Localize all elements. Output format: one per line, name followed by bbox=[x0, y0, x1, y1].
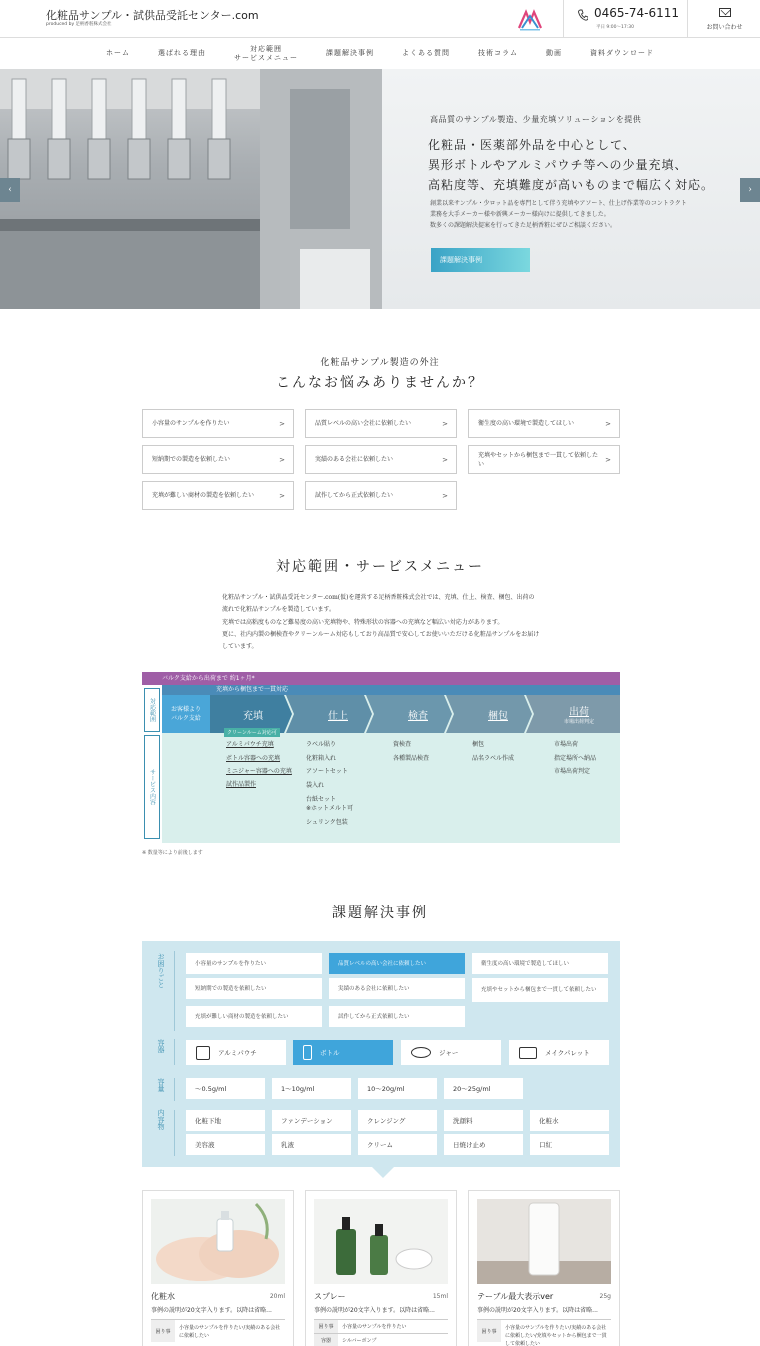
worry-label: 小容量のサンプルを作りたい bbox=[152, 420, 230, 427]
worries-title: こんなお悩みありませんか？ bbox=[276, 375, 484, 391]
nav-download[interactable]: 資料ダウンロード bbox=[589, 49, 654, 58]
flow-cell-finishing bbox=[306, 738, 353, 830]
pouch-icon bbox=[196, 1046, 210, 1060]
attr-key: 困り事 bbox=[151, 1320, 175, 1342]
hero-lead: 高品質のサンプル製造、少量充填ソリューションを提供 bbox=[430, 115, 642, 124]
contact-button[interactable] bbox=[687, 0, 760, 38]
worry-item[interactable] bbox=[468, 409, 620, 438]
flow-lead-time: バルク支給から出荷まで 約1ヶ月* bbox=[142, 672, 620, 685]
filter-content-option[interactable]: 洗顔料 bbox=[444, 1110, 523, 1131]
palette-icon bbox=[519, 1047, 537, 1059]
chevron-right-icon: > bbox=[605, 456, 611, 464]
filter-trouble-option[interactable]: 品質レベルの高い会社に依頼したい bbox=[329, 953, 465, 974]
filter-label-trouble: お困りごと bbox=[157, 953, 165, 988]
service-item: 資検査 bbox=[393, 741, 412, 748]
service-item: 梱包 bbox=[472, 741, 485, 748]
filter-content-option[interactable]: 乳液 bbox=[272, 1134, 351, 1155]
nav-service[interactable]: 対応範囲 サービスメニュー bbox=[234, 45, 299, 62]
case-name: テーブル最大表示ver bbox=[477, 1292, 554, 1301]
site-title[interactable]: 化粧品サンプル・試供品受託センター.com bbox=[46, 9, 259, 22]
case-name: スプレー bbox=[314, 1292, 346, 1301]
filter-volume-option[interactable]: 1〜10g/ml bbox=[272, 1078, 351, 1099]
filter-label-content: 内容物 bbox=[157, 1109, 165, 1130]
worry-label: 品質レベルの高い会社に依頼したい bbox=[315, 420, 412, 427]
flow-cell-filling bbox=[226, 738, 292, 792]
hero-photo-filling-machine bbox=[0, 69, 382, 309]
attr-value: 小容量のサンプルを作りたい bbox=[342, 1324, 407, 1330]
chevron-right-icon: > bbox=[442, 456, 448, 464]
phone-block[interactable] bbox=[563, 0, 687, 38]
worries-subtitle: 化粧品サンプル製造の外注 bbox=[320, 358, 440, 368]
worry-label: 衛生度の高い環境で製造してほしい bbox=[478, 420, 575, 427]
filter-container-option[interactable] bbox=[509, 1040, 609, 1065]
service-flow-diagram bbox=[142, 672, 620, 843]
phone-icon bbox=[578, 9, 588, 21]
filter-trouble-option[interactable]: 充填やセットから梱包まで一貫して依頼したい bbox=[472, 978, 608, 1002]
jar-icon bbox=[411, 1047, 431, 1058]
filter-content-option[interactable]: クリーム bbox=[358, 1134, 437, 1155]
service-link[interactable]: ミニジャー容器への充填 bbox=[226, 768, 292, 775]
bottle-icon bbox=[303, 1045, 312, 1060]
case-name: 化粧水 bbox=[151, 1292, 175, 1301]
step-sub: 市場出荷判定 bbox=[563, 719, 594, 725]
filter-container-option[interactable] bbox=[293, 1040, 393, 1065]
filter-label-container: 容器 bbox=[157, 1039, 165, 1053]
filter-divider bbox=[174, 951, 175, 1031]
chevron-right-icon: > bbox=[279, 492, 285, 500]
case-image-spray-bottles bbox=[314, 1199, 448, 1284]
filter-trouble-option[interactable]: 小容量のサンプルを作りたい bbox=[186, 953, 322, 974]
worry-item[interactable] bbox=[305, 481, 457, 510]
cleanroom-badge: クリーンルーム対応可 bbox=[224, 728, 280, 737]
filter-content-option[interactable]: 化粧水 bbox=[530, 1110, 609, 1131]
step-name: 検査 bbox=[408, 710, 428, 722]
hero-body: 創業以来サンプル・少ロット品を専門として伴う充填やアソート、仕上げ作業等のコントラクト 業務を大手メーカー様や新興メーカー様向けに提供してきました。 数多くの課題解決提案を行ってきた足柄香粧にぜひご相談ください。 bbox=[430, 200, 687, 229]
filter-container-option[interactable] bbox=[401, 1040, 501, 1065]
hero-cases-button[interactable]: 課題解決事例 bbox=[431, 248, 530, 272]
chevron-right-icon: > bbox=[442, 492, 448, 500]
flow-side bbox=[142, 685, 162, 843]
service-item: 台紙セット ※ホットメルト可 bbox=[306, 796, 353, 812]
filter-content-option[interactable]: 口紅 bbox=[530, 1134, 609, 1155]
step-name: 仕上 bbox=[328, 710, 348, 722]
filter-trouble-option[interactable]: 試作してから正式依頼したい bbox=[329, 1006, 465, 1027]
flow-label-range: 対応範囲 bbox=[144, 688, 160, 732]
flow-cell-shipping bbox=[554, 738, 596, 779]
filter-container-option[interactable] bbox=[186, 1040, 286, 1065]
contact-label: お問い合わせ bbox=[706, 24, 743, 31]
flow-cell-inspection bbox=[393, 738, 429, 765]
flow-customer: お客様より バルク支給 bbox=[162, 695, 210, 733]
worry-item[interactable] bbox=[142, 409, 294, 438]
nav-video[interactable]: 動画 bbox=[545, 49, 562, 58]
filter-trouble-option[interactable]: 充填が難しい商材の製造を依頼したい bbox=[186, 1006, 322, 1027]
worry-item[interactable] bbox=[305, 409, 457, 438]
site-header bbox=[0, 0, 760, 38]
filter-volume-option[interactable]: 10〜20g/ml bbox=[358, 1078, 437, 1099]
filter-content-option[interactable]: クレンジング bbox=[358, 1110, 437, 1131]
nav-column[interactable]: 技術コラム bbox=[478, 49, 518, 58]
service-link[interactable]: アルミパウチ充填 bbox=[226, 741, 274, 748]
filter-content-option[interactable]: 美容液 bbox=[186, 1134, 265, 1155]
service-item: 各種製品検査 bbox=[393, 754, 430, 762]
flow-step-shipping[interactable] bbox=[538, 695, 620, 733]
filter-label-volume: 容量 bbox=[157, 1078, 165, 1092]
filter-trouble-option[interactable]: 衛生度の高い環境で製造してほしい bbox=[472, 953, 608, 974]
slider-prev-arrow[interactable]: ‹ bbox=[0, 178, 20, 202]
option-label: メイクパレット bbox=[545, 1049, 590, 1057]
service-link[interactable]: 試作品製作 bbox=[226, 781, 257, 788]
produced-by: produced by 足柄香粧株式会社 bbox=[46, 22, 112, 27]
slider-next-arrow[interactable]: › bbox=[740, 178, 760, 202]
case-description: 事例の説明が20文字入ります。以降は省略... bbox=[151, 1307, 272, 1314]
nav-reasons[interactable]: 選ばれる理由 bbox=[158, 49, 207, 58]
flow-consistent-bar: 充填から梱包まで一貫対応 bbox=[162, 685, 620, 695]
service-item: 化粧箱入れ bbox=[306, 754, 337, 762]
filter-volume-option[interactable]: 20〜25g/ml bbox=[444, 1078, 523, 1099]
case-attr-row bbox=[314, 1319, 448, 1330]
attr-key: 困り事 bbox=[477, 1320, 501, 1342]
flow-step-packing[interactable] bbox=[460, 695, 536, 733]
case-size: 15ml bbox=[432, 1293, 448, 1300]
nav-cases[interactable]: 課題解決事例 bbox=[326, 49, 375, 58]
worry-label: 試作してから正式依頼したい bbox=[315, 492, 394, 499]
step-name: 充填 bbox=[243, 710, 263, 722]
worry-label: 充填が難しい商材の製造を依頼したい bbox=[152, 492, 255, 499]
worry-label: 実績のある会社に依頼したい bbox=[315, 456, 394, 463]
chevron-right-icon: > bbox=[605, 420, 611, 428]
filter-content-option[interactable]: 化粧下地 bbox=[186, 1110, 265, 1131]
hero-title: 化粧品・医薬部外品を中心として、 異形ボトルやアルミパウチ等への少量充填、 高粘度等、充填難度が高いものまで幅広く対応。 bbox=[428, 138, 715, 192]
filter-divider bbox=[174, 1039, 175, 1065]
attr-key: 容器 bbox=[314, 1334, 338, 1346]
flow-step-inspection[interactable] bbox=[380, 695, 456, 733]
flow-step-finishing[interactable] bbox=[300, 695, 376, 733]
chevron-right-icon: > bbox=[279, 456, 285, 464]
main-nav bbox=[0, 38, 760, 69]
case-description: 事例の説明が20文字入ります。以降は省略... bbox=[314, 1307, 435, 1314]
filter-divider bbox=[174, 1110, 175, 1156]
service-item: ラベル貼り bbox=[306, 741, 337, 748]
brand-logo[interactable] bbox=[516, 6, 544, 32]
phone-number[interactable]: 0465-74-6111 bbox=[594, 6, 680, 20]
flow-cell-packing bbox=[472, 738, 514, 765]
case-filter-panel bbox=[142, 941, 620, 1167]
cases-title: 課題解決事例 bbox=[332, 905, 428, 921]
filter-content-option[interactable]: 日焼け止め bbox=[444, 1134, 523, 1155]
attr-key: 困り事 bbox=[314, 1320, 338, 1333]
service-item: 指定場所へ納品 bbox=[554, 754, 597, 762]
service-item: 品名ラベル作成 bbox=[472, 754, 515, 762]
flow-note: ※ 数量等により前後します bbox=[142, 850, 203, 856]
step-name: 梱包 bbox=[488, 710, 508, 722]
attr-value: 小容量のサンプルを作りたい/実績のある会社に依頼したい bbox=[179, 1325, 281, 1339]
machine-illustration bbox=[0, 69, 382, 309]
option-label: ボトル bbox=[320, 1049, 340, 1057]
worry-item[interactable] bbox=[468, 445, 620, 474]
hero-slider bbox=[0, 69, 760, 309]
service-title: 対応範囲・サービスメニュー bbox=[276, 559, 484, 575]
filter-volume-option[interactable]: 〜0.5g/ml bbox=[186, 1078, 265, 1099]
service-item: シュリンク包装 bbox=[306, 819, 348, 826]
case-image-tube bbox=[477, 1199, 611, 1284]
filter-pointer bbox=[371, 1166, 395, 1178]
nav-home[interactable]: ホーム bbox=[106, 49, 131, 58]
service-item: 市場出荷判定 bbox=[554, 768, 591, 775]
service-link[interactable]: ボトル容器への充填 bbox=[226, 754, 281, 762]
worry-label: 短納期での製造を依頼したい bbox=[152, 456, 231, 463]
option-label: ジャー bbox=[439, 1049, 459, 1057]
phone-hours: 平日 9:00〜17:30 bbox=[596, 25, 635, 30]
case-attr-row bbox=[477, 1319, 611, 1346]
flow-label-service: サービス内容 bbox=[144, 735, 160, 839]
filter-trouble-option[interactable]: 実績のある会社に依頼したい bbox=[329, 978, 465, 999]
case-description: 事例の説明が20文字入ります。以降は省略... bbox=[477, 1307, 598, 1314]
worry-item[interactable] bbox=[142, 445, 294, 474]
case-image-hands-bottle bbox=[151, 1199, 285, 1284]
option-label: アルミパウチ bbox=[218, 1049, 257, 1057]
service-item: 袋入れ bbox=[306, 781, 325, 789]
case-card[interactable] bbox=[142, 1190, 294, 1346]
service-item: 市場出荷 bbox=[554, 741, 579, 748]
service-description: 化粧品サンプル・試供品受託センター.com(仮)を運営する足柄香粧株式会社では、充填、仕上、検査、梱包、出荷の流れで化粧品サンプルを製造しています。 充填では高粘度ものなど難易度の高い充填物や、特殊形状の容器への充填など幅広い対応力があります。 更に、社内内製の梱検査やクリーンルーム対応もしており高品質で安心してお使いいただける化粧品サンプルをお届けしています。 bbox=[222, 594, 540, 651]
case-size: 25g bbox=[599, 1293, 611, 1300]
filter-trouble-option[interactable]: 短納期での製造を依頼したい bbox=[186, 978, 322, 999]
case-size: 20ml bbox=[269, 1293, 285, 1300]
chevron-right-icon: > bbox=[442, 420, 448, 428]
worry-item[interactable] bbox=[142, 481, 294, 510]
case-card[interactable] bbox=[468, 1190, 620, 1346]
step-name: 出荷 bbox=[569, 707, 589, 718]
worry-label: 充填やセットから梱包まで一貫して依頼したい bbox=[478, 451, 599, 468]
chevron-right-icon: > bbox=[279, 420, 285, 428]
case-card[interactable] bbox=[305, 1190, 457, 1346]
attr-value: 小容量のサンプルを作りたい/実績のある会社に依頼したい/充填やセットから梱包まで一貫して依頼したい bbox=[505, 1325, 607, 1346]
nav-faq[interactable]: よくある質問 bbox=[402, 49, 451, 58]
case-attr-row bbox=[314, 1333, 448, 1344]
filter-divider bbox=[174, 1078, 175, 1101]
service-item: アソートセット bbox=[306, 768, 348, 775]
mail-icon bbox=[719, 8, 731, 17]
case-attr-row bbox=[151, 1319, 285, 1339]
attr-value: シルバーボンプ bbox=[342, 1338, 377, 1344]
worry-item[interactable] bbox=[305, 445, 457, 474]
filter-content-option[interactable]: ファンデーション bbox=[272, 1110, 351, 1131]
